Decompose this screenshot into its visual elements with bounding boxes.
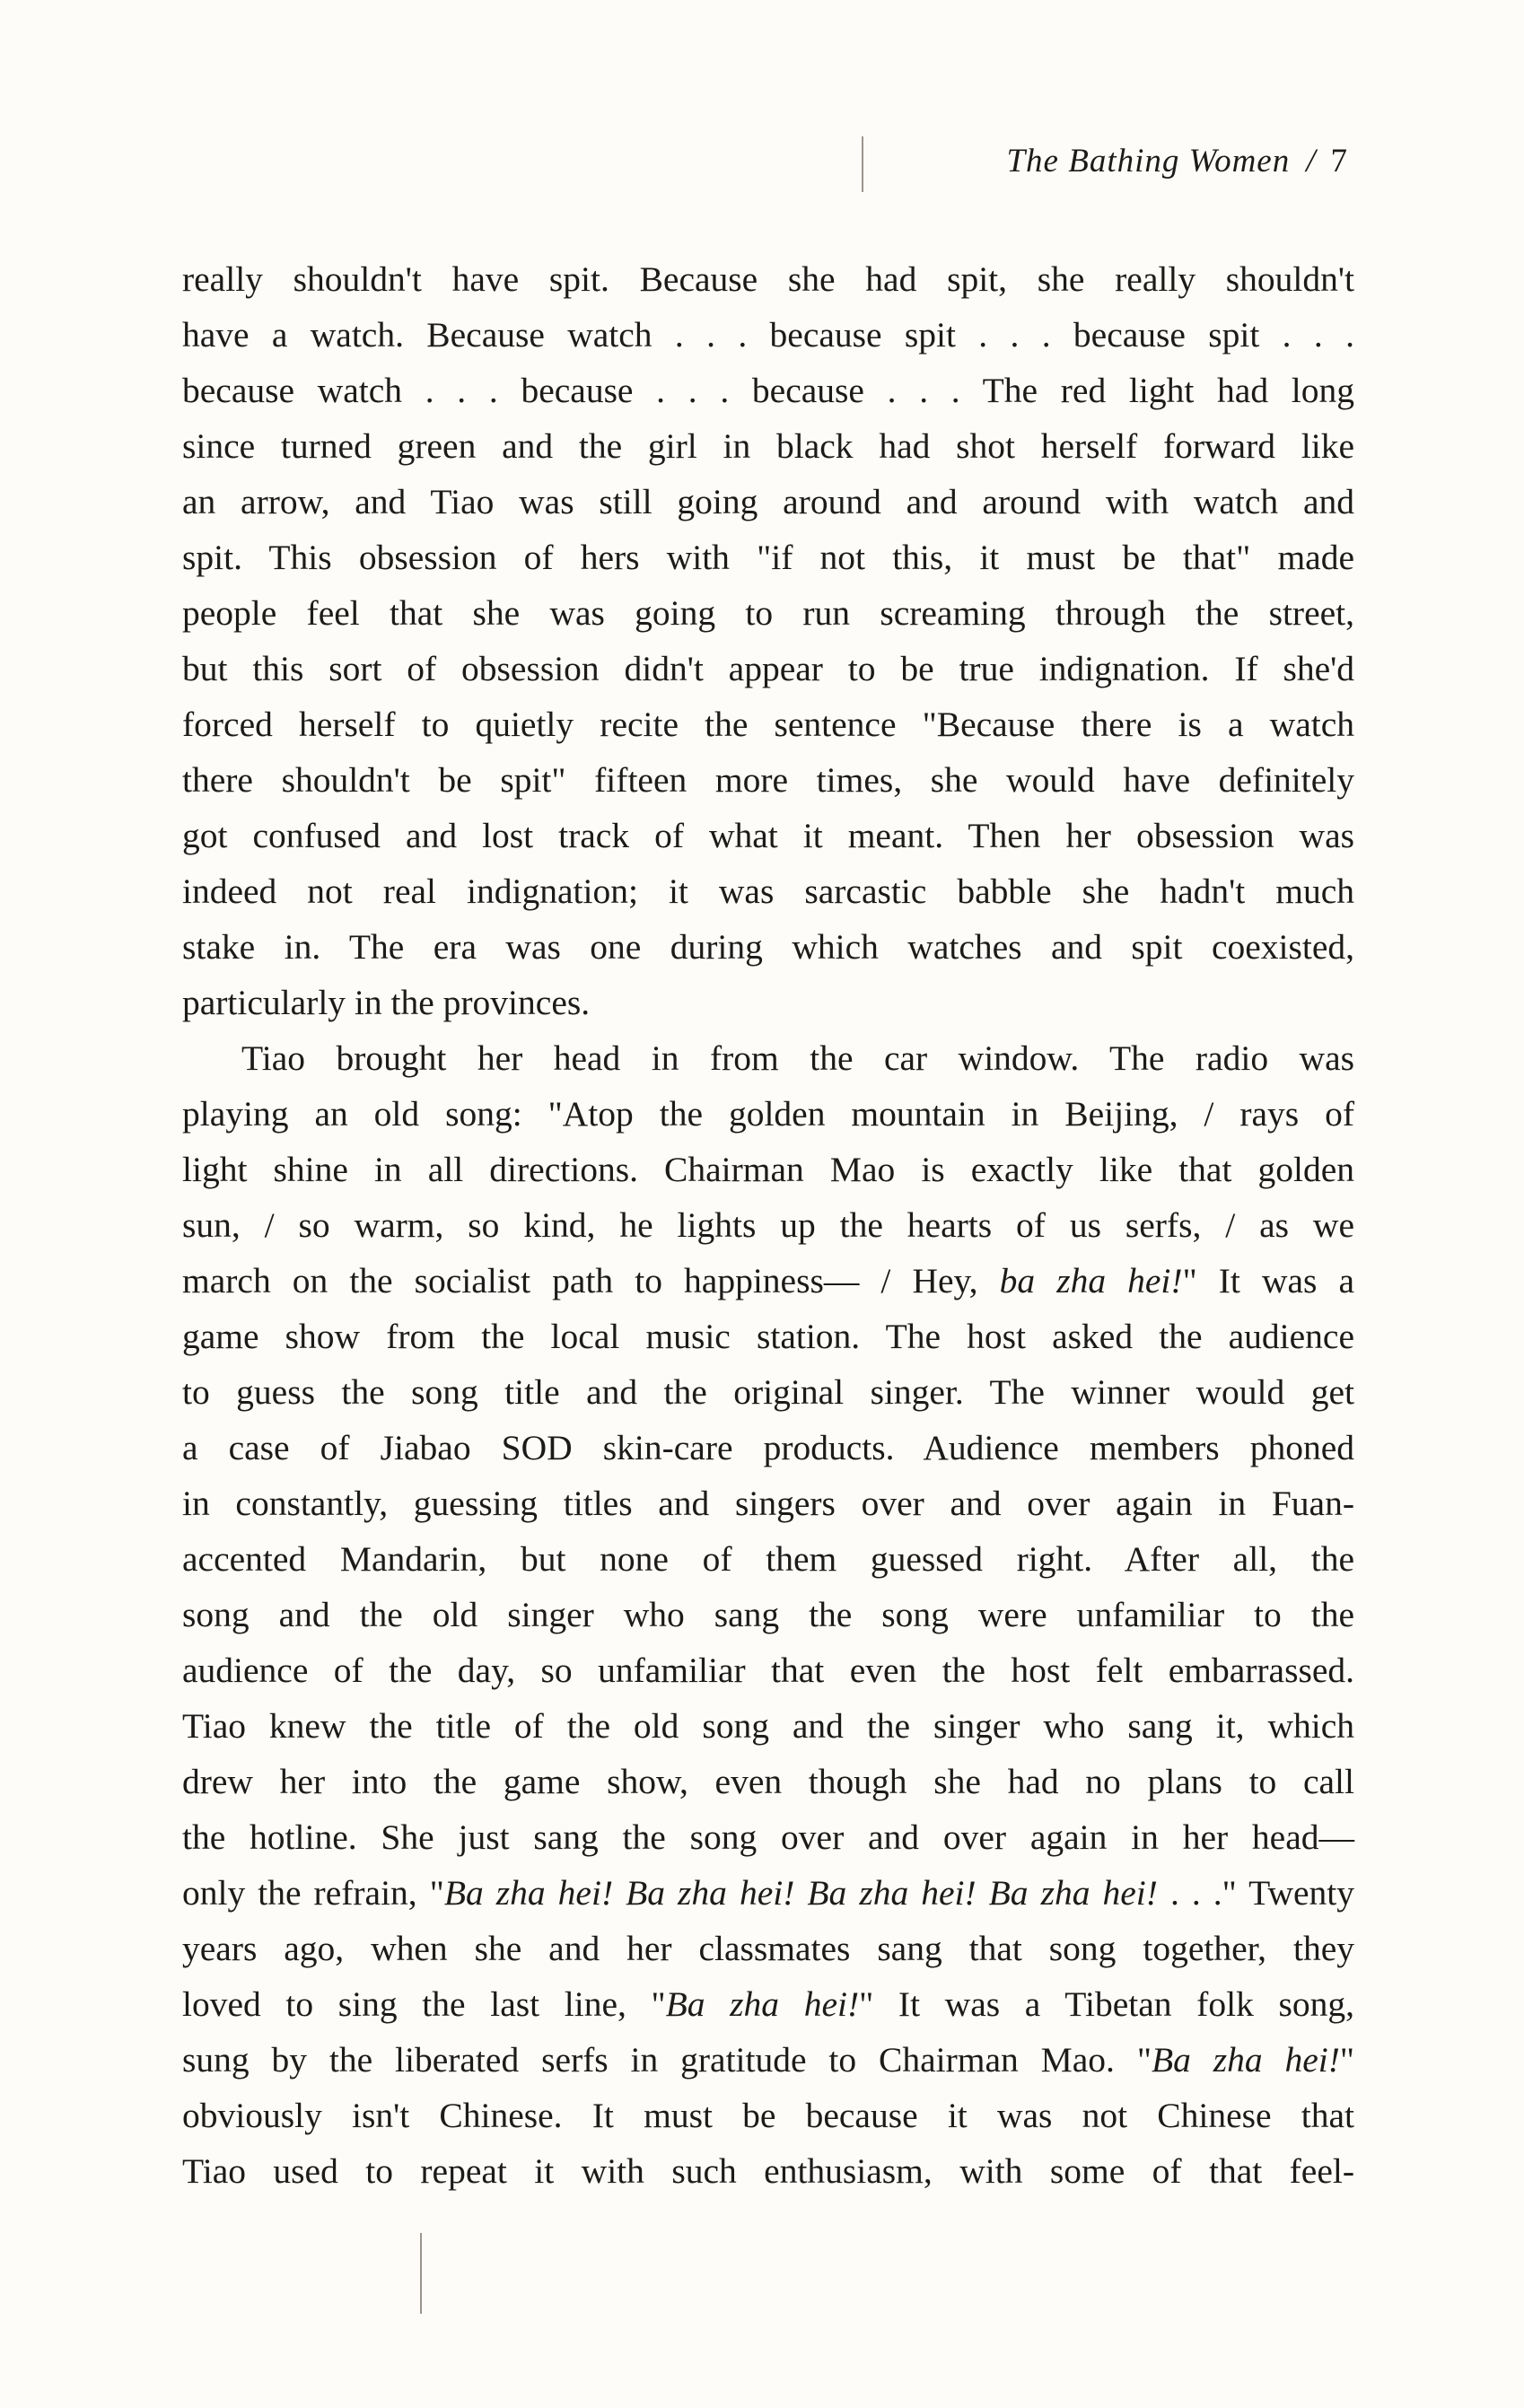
text-line [182, 1865, 1354, 1921]
text-line [182, 1531, 1354, 1587]
text-segment: audience of the day, so unfamiliar that even the host felt embarrassed. [182, 1651, 1354, 1690]
text-line [182, 975, 1354, 1030]
text-line [182, 863, 1354, 919]
text-line [182, 418, 1354, 474]
text-segment: to guess the song title and the original singer. The winner would get [182, 1372, 1354, 1412]
running-head [1006, 142, 1348, 180]
text-segment: Tiao knew the title of the old song and the singer who sang it, which [182, 1706, 1354, 1746]
text-segment: people feel that she was going to run screaming through the street, [182, 593, 1354, 633]
text-segment: march on the socialist path to happiness— / Hey, [182, 1261, 1000, 1300]
text-segment: but this sort of obsession didn't appear to be true indignation. If she'd [182, 649, 1354, 688]
gutter-mark-top [862, 136, 863, 192]
text-line [182, 1698, 1354, 1754]
text-segment: only the refrain, " [182, 1873, 444, 1913]
text-segment: have a watch. Because watch . . . because spit . . . because spit . . . [182, 315, 1354, 355]
text-line [182, 2088, 1354, 2143]
text-segment: years ago, when she and her classmates sang that song together, they [182, 1929, 1354, 1968]
italic-text: ba zha hei! [999, 1261, 1183, 1300]
text-line [182, 474, 1354, 530]
text-line [182, 363, 1354, 418]
text-segment: forced herself to quietly recite the sentence "Because there is a watch [182, 705, 1354, 744]
text-line [182, 1921, 1354, 1976]
text-segment: loved to sing the last line, " [182, 1984, 666, 2024]
book-title: The Bathing Women [1006, 143, 1291, 180]
text-line [182, 1030, 1354, 1086]
text-line [182, 1309, 1354, 1364]
text-segment: accented Mandarin, but none of them guessed right. After all, the [182, 1539, 1354, 1579]
italic-text: Ba zha hei! [1151, 2040, 1340, 2080]
text-segment: light shine in all directions. Chairman Mao is exactly like that golden [182, 1150, 1354, 1189]
text-line [182, 696, 1354, 752]
text-segment: indeed not real indignation; it was sarcastic babble she hadn't much [182, 871, 1354, 911]
text-line [182, 585, 1354, 641]
text-segment: got confused and lost track of what it meant. Then her obsession was [182, 816, 1354, 855]
text-line [182, 1253, 1354, 1309]
text-segment: the hotline. She just sang the song over and over again in her head— [182, 1817, 1354, 1857]
text-segment: because watch . . . because . . . because . . . The red light had long [182, 371, 1354, 410]
text-line [182, 251, 1354, 307]
text-segment: drew her into the game show, even though she had no plans to call [182, 1762, 1354, 1801]
text-segment: since turned green and the girl in black had shot herself forward like [182, 426, 1354, 466]
text-line [182, 1642, 1354, 1698]
text-segment: particularly in the provinces. [182, 983, 591, 1022]
text-line [182, 808, 1354, 863]
text-line [182, 1086, 1354, 1142]
text-segment: Tiao used to repeat it with such enthusiasm, with some of that feel- [182, 2151, 1354, 2191]
text-line [182, 919, 1354, 975]
text-segment: really shouldn't have spit. Because she had spit, she really shouldn't [182, 259, 1354, 299]
header-separator: / [1306, 143, 1317, 180]
text-line [182, 1754, 1354, 1809]
text-line [182, 1976, 1354, 2032]
text-segment: " [1339, 2040, 1354, 2080]
text-segment: an arrow, and Tiao was still going around and around with watch and [182, 482, 1354, 521]
text-segment: game show from the local music station. The host asked the audience [182, 1317, 1354, 1356]
text-segment: Tiao brought her head in from the car window. The radio was [241, 1038, 1354, 1078]
text-segment: there shouldn't be spit" fifteen more times, she would have definitely [182, 760, 1354, 800]
italic-text: Ba zha hei! Ba zha hei! Ba zha hei! Ba zha hei! [443, 1873, 1158, 1913]
text-segment: sung by the liberated serfs in gratitude to Chairman Mao. " [182, 2040, 1152, 2080]
text-line [182, 307, 1354, 363]
text-line [182, 641, 1354, 696]
text-segment: . . ." Twenty [1157, 1873, 1355, 1913]
text-line [182, 2143, 1354, 2199]
text-segment: stake in. The era was one during which watches and spit coexisted, [182, 927, 1354, 967]
text-segment: obviously isn't Chinese. It must be because it was not Chinese that [182, 2096, 1354, 2135]
text-segment: playing an old song: "Atop the golden mountain in Beijing, / rays of [182, 1094, 1354, 1134]
text-line [182, 530, 1354, 585]
text-line [182, 1197, 1354, 1253]
text-line [182, 1364, 1354, 1420]
text-segment: spit. This obsession of hers with "if not this, it must be that" made [182, 538, 1354, 577]
text-line [182, 1809, 1354, 1865]
text-line [182, 1142, 1354, 1197]
text-segment: " It was a Tibetan folk song, [859, 1984, 1354, 2024]
page-body [182, 251, 1354, 2199]
italic-text: Ba zha hei! [665, 1984, 860, 2024]
gutter-mark-bottom [420, 2233, 422, 2314]
text-line [182, 752, 1354, 808]
text-segment: sun, / so warm, so kind, he lights up the hearts of us serfs, / as we [182, 1205, 1354, 1245]
text-segment: in constantly, guessing titles and singers over and over again in Fuan- [182, 1484, 1354, 1523]
text-segment: song and the old singer who sang the song were unfamiliar to the [182, 1595, 1354, 1634]
text-line [182, 1475, 1354, 1531]
page-number: 7 [1330, 143, 1348, 180]
text-line [182, 1587, 1354, 1642]
text-line [182, 2032, 1354, 2088]
text-segment: a case of Jiabao SOD skin-care products. Audience members phoned [182, 1428, 1354, 1467]
text-line [182, 1420, 1354, 1475]
text-segment: " It was a [1182, 1261, 1354, 1300]
